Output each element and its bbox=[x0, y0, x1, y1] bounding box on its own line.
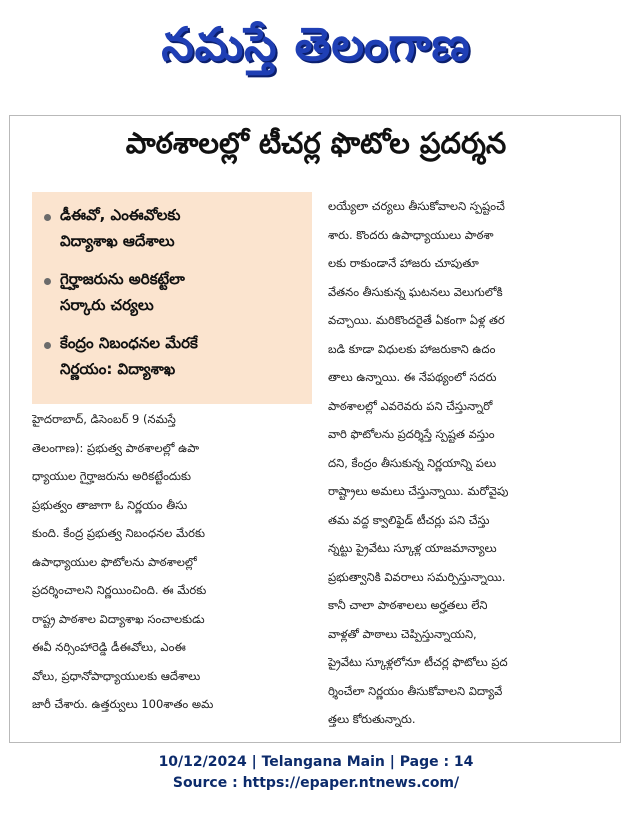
highlight-line: కేంద్రం నిబంధనల మేరకే bbox=[60, 334, 198, 352]
body-line: ప్రదర్శించాలని నిర్ణయించింది. ఈ మేరకు bbox=[32, 583, 207, 597]
body-line: ఉపాధ్యాయుల ఫొటోలను పాఠశాలల్లో bbox=[32, 554, 197, 569]
body-line: తమ వద్ద క్వాలిఫైడ్ టీచర్లు పని చేస్తు bbox=[328, 512, 490, 527]
highlight-item bbox=[44, 202, 302, 254]
body-line: తెలంగాణ): ప్రభుత్వ పాఠశాలల్లో ఉపా bbox=[32, 440, 200, 455]
body-line: జారీ చేశారు. ఉత్తర్వులు 100శాతం అమ bbox=[32, 697, 214, 711]
body-line: బడి కూడా విధులకు హాజరుకాని ఉదం bbox=[328, 341, 496, 356]
body-line: ప్రభుత్వానికి వివరాలు సమర్పిస్తున్నాయి. bbox=[328, 569, 506, 584]
highlight-item bbox=[44, 330, 302, 382]
body-line: లయ్యేలా చర్యలు తీసుకోవాలని స్పష్టంచే bbox=[328, 199, 505, 213]
body-line: ర్శించేలా నిర్ణయం తీసుకోవాలని విద్యావే bbox=[328, 683, 503, 698]
masthead bbox=[0, 0, 632, 100]
body-line: దని, కేంద్రం తీసుకున్న నిర్ణయాన్ని పలు bbox=[328, 455, 497, 470]
body-line: కుంది. కేంద్ర ప్రభుత్వ నిబంధనల మేరకు bbox=[32, 526, 205, 540]
body-line: త్తలు కోరుతున్నారు. bbox=[328, 712, 416, 726]
newspaper-logo: నమస్తే తెలంగాణ bbox=[161, 17, 471, 71]
highlight-item bbox=[44, 266, 302, 318]
article-body-right-column bbox=[328, 192, 611, 734]
highlight-line: డీఈవో, ఎంఈవోలకు bbox=[60, 206, 181, 224]
body-line: వాళ్లతో పాఠాలు చెప్పిస్తున్నాయని, bbox=[328, 626, 477, 641]
highlight-line: సర్కారు చర్యలు bbox=[60, 296, 154, 314]
body-line: రాష్ట్రాలు అమలు చేస్తున్నాయి. మరోవైపు bbox=[328, 484, 509, 498]
highlight-line: నిర్ణయం: విద్యాశాఖ bbox=[60, 360, 176, 378]
edition-info: 10/12/2024 | Telangana Main | Page : 14 bbox=[158, 754, 474, 770]
bullet-icon bbox=[44, 278, 51, 285]
body-line: తాలు ఉన్నాయి. ఈ నేపథ్యంలో సదరు bbox=[328, 370, 497, 384]
body-line: కానీ చాలా పాఠశాలలు అర్హతలు లేని bbox=[328, 598, 488, 612]
body-line: వోలు, ప్రధానోపాధ్యాయులకు ఆదేశాలు bbox=[32, 668, 201, 683]
body-line: ప్రభుత్వం తాజాగా ఓ నిర్ణయం తీసు bbox=[32, 497, 188, 512]
article-clipping bbox=[9, 115, 621, 743]
highlight-line: గైర్హాజరును అరికట్టేలా bbox=[60, 270, 185, 288]
body-line: వారి ఫొటోలను ప్రదర్శిస్తే స్పష్టత వస్తుం bbox=[328, 427, 495, 441]
body-line: హైదరాబాద్, డిసెంబర్ 9 (నమస్తే bbox=[32, 412, 176, 426]
highlight-line: విద్యాశాఖ ఆదేశాలు bbox=[60, 232, 175, 250]
body-line: ఈవీ నర్సింహారెడ్డి డీఈవోలు, ఎంఈ bbox=[32, 640, 186, 654]
body-line: వేతనం తీసుకున్న ఘటనలు వెలుగులోకి bbox=[328, 284, 503, 299]
source-info: Source : https://epaper.ntnews.com/ bbox=[172, 775, 460, 791]
highlights-box bbox=[32, 192, 312, 404]
bullet-icon bbox=[44, 214, 51, 221]
clipping-footer bbox=[0, 752, 632, 794]
article-headline: పాఠశాలల్లో టీచర్ల ఫొటోల ప్రదర్శన bbox=[125, 126, 507, 160]
body-line: ప్రైవేటు స్కూళ్లలోనూ టీచర్ల ఫొటోలు ప్రద bbox=[328, 655, 508, 669]
body-line: శారు. కొందరు ఉపాధ్యాయులు పాఠశా bbox=[328, 227, 494, 242]
body-line: లకు రాకుండానే హాజరు చూపుతూ bbox=[328, 256, 479, 270]
body-line: రాష్ట్ర పాఠశాల విద్యాశాఖ సంచాలకుడు bbox=[32, 611, 205, 626]
body-line: వచ్చాయి. మరికొందరైతే ఏకంగా ఏళ్ల తర bbox=[328, 313, 505, 327]
body-line: ధ్యాయుల గైర్హాజరును అరికట్టేందుకు bbox=[32, 469, 192, 483]
article-body-left-column bbox=[32, 405, 312, 719]
body-line: న్నట్టు ప్రైవేటు స్కూళ్ల యాజమాన్యాలు bbox=[328, 541, 497, 555]
body-line: పాఠశాలల్లో ఎవరెవరు పని చేస్తున్నారో bbox=[328, 398, 493, 413]
bullet-icon bbox=[44, 342, 51, 349]
